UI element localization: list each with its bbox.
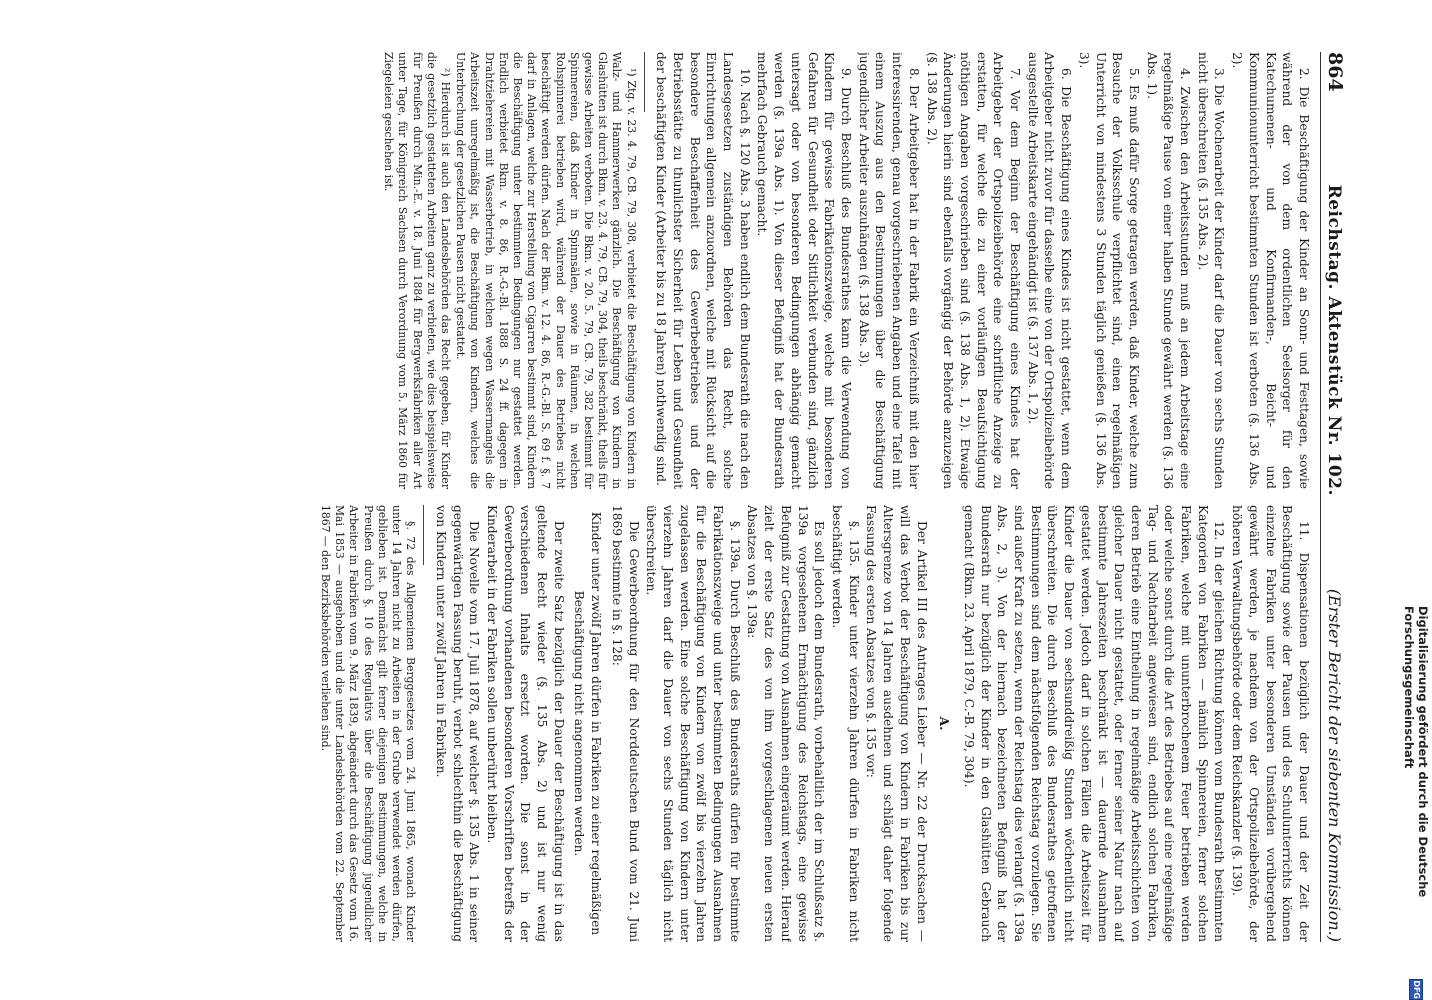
paragraph: Der zweite Satz bezüglich der Dauer der Beschäftigung ist in das geltende Recht wieder (§. 135 Abs. 2) und ist nur wenig verschiedenen Inhalts ersetzt worden. Die sonst in der Gewerbeordnung vorhandenen besonderen Vorschriften betreffs der Kinderarbeit in der Fabriken sollen unberührt bleiben. <box>484 505 566 942</box>
paragraph: 10. Nach §. 120 Abs. 3 haben endlich dem Bundesrath die nach den Landesgesetzen zuständigen Behörden das Recht, solche Einrichtungen allgemein anzuordnen, welche mit Rücksicht auf die besondere Beschaffenheit des Gewerbebetriebes und der Betriebsstätte zu thunlichster Sicherheit für Leben und Gesundheit der beschäftigten Kinder (Arbeiter bis zu 18 Jahren) nothwendig sind. <box>654 52 752 489</box>
paragraph: Es soll jedoch dem Bundesrath, vorbehaltlich der im Schlußsatz §. 139a vorgesehenen Ermächtigung des Reichstags, eine gewisse Befugniß zur Gestattung von Ausnahmen eingeräumt werden. Hierauf zielt der erste Satz des von ihm vorgeschlagenen neuen ersten Absatzes von §. 139a: <box>745 505 827 942</box>
paragraph: 12. In der gleichen Richtung können vom Bundesrath bestimmten Kategorien von Fabriken — nämlich Spinnereien, ferner solchen Fabriken, welche mit ununterbrochenem Feuer betrieben werden oder welche sonst durch die Art des Betriebes auf eine regelmäßige Tag- und Nachtarbeit angewiesen sind, endlich solchen Fabriken, deren Betrieb eine Eintheilung in regelmäßige Arbeitsschichten von gleicher Dauer nicht gestattet, oder ferner seiner Natur nach auf bestimmte Jahreszeiten beschränkt ist — dauernde Ausnahmen gestattet werden. Jedoch darf in solchen Fällen die Arbeitszeit für Kinder die Dauer von sechsunddreißig Stunden wöchentlich nicht überschreiten. Die durch Beschluß des Bundesrathes getroffenen Bestimmungen sind dem nächstfolgenden Reichstag vorzulegen. Sie sind außer Kraft zu setzen, wenn der Reichstag dies verlangt (§. 139a Abs. 2, 3). Von der hiernach bezeichneten Befugniß hat der Bundesrath nur bezüglich der Kinder in den Glashütten Gebrauch gemacht (Bkm. 23. April 1879, C.-B. 79, 304). <box>961 505 1227 942</box>
paragraph: 8. Der Arbeitgeber hat in der Fabrik ein Verzeichniß mit den hier interessirenden, genau vorgeschriebenen Angaben und eine Tafel mit einem Auszug aus den Bestimmungen über die Beschäftigung jugendlicher Arbeiter auszuhängen (§. 138 Abs. 3). <box>856 52 921 489</box>
section-heading: A. <box>937 716 952 731</box>
quoted-paragraph: Kinder unter zwölf Jahren dürfen in Fabriken zu einer regelmäßigen Beschäftigung nicht angenommen werden. <box>572 511 604 936</box>
paragraph: Die Novelle vom 17. Juli 1878, auf welcher §. 135 Abs. 1 in seiner gegenwärtigen Fassung beruht, verbot schlechthin die Beschäftigung von Kindern unter zwölf Jahren in Fabriken. <box>433 505 482 942</box>
paragraph: 3. Die Wochenarbeit der Kinder darf die Dauer von sechs Stunden nicht überschreiten (§. 135 Abs. 2). <box>1195 52 1227 489</box>
left-column <box>22 52 1312 489</box>
right-column <box>22 505 1312 942</box>
footnote: ²) Hierdurch ist auch den Landesbehörden das Recht gegeben, für Kinder die gesetzlich gestatteten Arbeiten ganz zu verbieten, wie dies beispielsweise für Preußen durch Min.-E. v. 18. Juni 1884 für Bergwerksfabriken aller Art unter Tage, für Königreich Sachsen durch Verordnung vom 5. März 1860 für Ziegeleien geschehen ist. <box>382 52 452 489</box>
page-number: 864 <box>1324 52 1346 92</box>
quoted-paragraph: §. 139a. Durch Beschluß des Bundesraths dürfen für bestimmte Fabrikationszweige und unter bestimmten Bedingungen Ausnahmen für die Beschäftigung von Kindern von zwölf bis vierzehn Jahren zugelassen werden. Eine solche Beschäftigung von Kindern unter vierzehn Jahren darf die Dauer von sechs Stunden täglich nicht überschreiten. <box>644 505 742 942</box>
digitization-credit <box>1404 0 1428 1000</box>
footnote: ¹) Ztg. v. 23. 4. 79, CB. 79, 308, verbietet die Beschäftigung von Kindern in Walz- und Hammerwerken gänzlich. Die Beschäftigung von Kindern in Glashütten ist durch Bkm. v. 23. 4. 79, CB. 79, 304, theils beschränkt, theils für gewisse Arbeiten verboten. Die Bkm. v. 20. 5. 79, CB. 79, 382 bestimmt für Spinnereien, daß Kinder in Spinnsälen, sowie in Räumen, in welchen Rohspinnerei betrieben wird, während der Dauer des Betriebes nicht beschäftigt werden dürfen. Nach der Bkm. v. 12. 4. 86, R.-G.-Bl. S. 69 f. §. 7 darf in Anlagen, welche zur Herstellung von Cigarren bestimmt sind, Kindern die Beschäftigung unter bestimmten Bedingungen nur gestattet werden. Endlich verbietet Bkm. v. 8. 86, R.-G.-Bl. 1888 S. 24 ff. dagegen in Drahtziehereien mit Wasserbetrieb, in welchen wegen Wassermangels die Arbeitszeit unregelmäßig ist, die Beschäftigung von Kindern, welches die Unterbrechung der gesetzlichen Pausen nicht gestattet. <box>454 52 638 489</box>
paragraph: Der Artikel III des Antrages Lieber — Nr. 22 der Drucksachen — will das Verbot der Beschäftigung von Kindern in Fabriken bis zur Altersgrenze von 14 Jahren ausdehnen und schlägt daher folgende Fassung des ersten Absatzes von §. 135 vor: <box>864 505 929 942</box>
paragraph: 11. Dispensationen bezüglich der Dauer und der Zeit der Beschäftigung sowie der Pausen und des Schulunterrichts können einzelne Fabriken unter besonderen Umständen vorübergehend gewährt werden, je nachdem von der Ortspolizeibehörde, der höheren Verwaltungsbehörde oder dem Reichskanzler (§. 139). <box>1230 505 1311 942</box>
page-header <box>1320 52 1346 942</box>
footnote-rule <box>423 505 424 565</box>
header-subtitle: (Erster Bericht der siebenten Kommission.) <box>1325 588 1344 942</box>
paragraph: 6. Die Beschäftigung eines Kindes ist nicht gestattet, wenn dem Arbeitgeber nicht zuvor für dasselbe eine von der Ortspolizeibehörde ausgestellte Arbeitskarte eingehändigt ist (§. 137 Abs. 1, 2). <box>1025 52 1074 489</box>
footnote-rule <box>644 52 645 112</box>
paragraph: 2. Die Beschäftigung der Kinder an Sonn- und Festtagen, sowie während der von dem ordentlichen Seelsorger für den Katechumenen- und Konfirmanden-, Beicht- und Kommunionunterricht bestimmten Stunden ist verboten (§. 136 Abs. 2). <box>1230 52 1311 489</box>
footnote: §. 72 des Allgemeinen Berggesetzes vom 24. Juni 1865, wonach Kinder unter 14 Jahren nicht zu Arbeiten in der Grube verwendet werden dürfen, geblieben ist. Demnächst gilt ferner diejenigen Bestimmungen, welche in Preußen durch §. 10 des Regulativs über die Beschäftigung jugendlicher Arbeiter in Fabriken vom 9. März 1839, abgeändert durch das Gesetz vom 16. Mai 1853 — ausgehoben und die unter Landesbehörden vom 22. September 1867 — den Bezirksbehörden verliehen sind. <box>318 505 418 942</box>
paragraph: 7. Vor dem Beginn der Beschäftigung eines Kindes hat der Arbeitgeber der Ortspolizeibehörde eine schriftliche Anzeige zu erstatten, für welche die zu einer vorläufigen Beaufsichtigung nöthigen Angaben vorgeschrieben sind (§. 138 Abs. 1, 2). Etwaige Änderungen hierin sind ebenfalls vorgängig der Behörde anzuzeigen (§. 138 Abs. 2). <box>924 52 1023 489</box>
text-columns <box>22 52 1312 942</box>
header-title: Reichstag. Aktenstück Nr. 102. <box>1324 184 1344 496</box>
paragraph: 5. Es muß dafür Sorge getragen werden, daß Kinder, welche zum Besuche der Volksschule verpflichtet sind, einen regelmäßigen Unterricht von mindestens 3 Stunden täglich genießen (§. 136 Abs. 3). <box>1076 52 1141 489</box>
paragraph: Die Gewerbeordnung für den Norddeutschen Bund vom 21. Juni 1869 bestimmte in §. 128: <box>609 505 641 942</box>
dfg-logo-icon: DFG <box>1409 979 1423 1000</box>
paragraph: 9. Durch Beschluß des Bundesrathes kann die Verwendung von Kindern für gewisse Fabrikationszweige, welche mit besonderen Gefahren für Gesundheit oder Sittlichkeit verbunden sind, gänzlich untersagt oder von besonderen Bedingungen abhängig gemacht werden (§. 139a Abs. 1). Von dieser Befugniß hat der Bundesrath mehrfach Gebrauch gemacht. <box>755 52 854 489</box>
paragraph: 4. Zwischen den Arbeitsstunden muß an jedem Arbeitstage eine regelmäßige Pause von einer halben Stunde gewährt werden (§. 136 Abs. 1). <box>1144 52 1193 489</box>
quoted-paragraph: §. 135. Kinder unter vierzehn Jahren dürfen in Fabriken nicht beschäftigt werden. <box>830 505 861 942</box>
credit-text: Digitalisierung gefördert durch die Deutsche Forschungsgemeinschaft <box>1402 606 1430 898</box>
